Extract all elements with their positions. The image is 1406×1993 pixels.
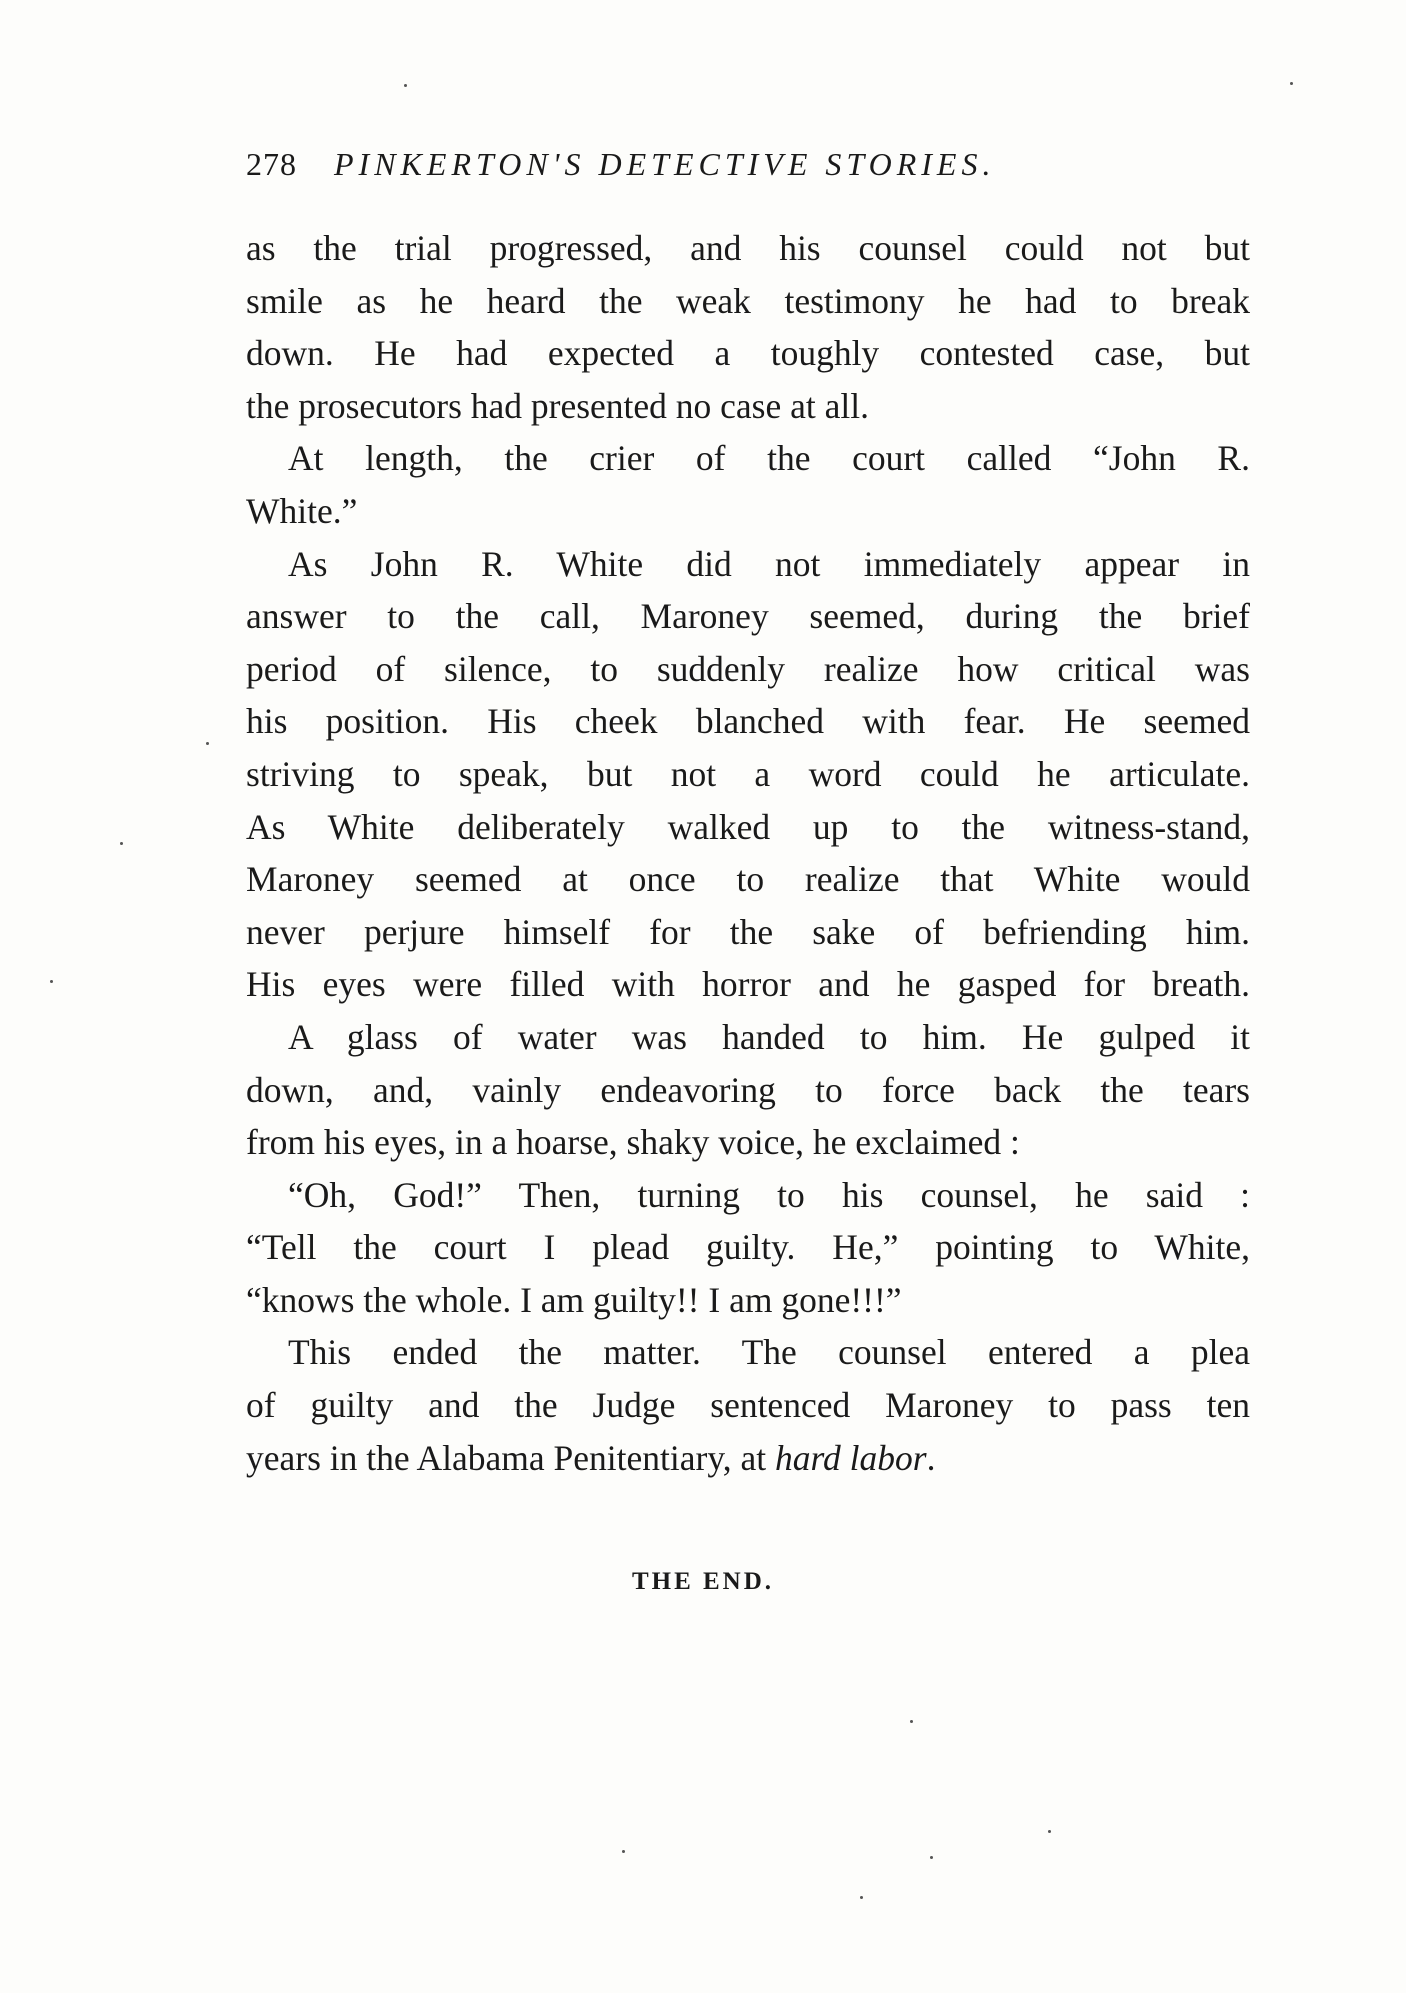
text-line: answer to the call, Maroney seemed, during the brief [246, 596, 1250, 637]
text-line: This ended the matter. The counsel entered a plea [288, 1332, 1250, 1373]
paragraph [246, 1169, 1250, 1327]
text-line: White.” [246, 490, 358, 531]
running-title: PINKERTON'S DETECTIVE STORIES. [334, 146, 996, 182]
paper-speck [860, 1896, 863, 1899]
paper-speck [50, 980, 53, 983]
text-line: never perjure himself for the sake of befriending him. [246, 911, 1250, 952]
paper-speck [622, 1850, 625, 1853]
paragraph [246, 1326, 1250, 1484]
text-line: period of silence, to suddenly realize how critical was [246, 648, 1250, 689]
text-line: as the trial progressed, and his counsel could not but [246, 228, 1250, 268]
paper-speck [1290, 82, 1293, 85]
running-head [246, 146, 1146, 190]
text-line: down, and, vainly endeavoring to force back the tears [246, 1069, 1250, 1110]
page-number: 278 [246, 146, 297, 182]
paper-speck [910, 1720, 913, 1723]
paragraph [246, 538, 1250, 1011]
text-line: his position. His cheek blanched with fear. He seemed [246, 701, 1250, 742]
text-line: Maroney seemed at once to realize that White would [246, 859, 1250, 900]
paper-speck [206, 742, 209, 745]
text-line: His eyes were filled with horror and he gasped for breath. [246, 964, 1250, 1005]
text-line: At length, the crier of the court called “John R. [288, 438, 1250, 479]
text-line: striving to speak, but not a word could he articulate. [246, 753, 1250, 794]
body-text [246, 222, 1250, 1484]
text-line: As White deliberately walked up to the witness-stand, [246, 806, 1250, 847]
paragraph [246, 222, 1250, 432]
paragraph [246, 1011, 1250, 1169]
text-line: smile as he heard the weak testimony he had to break [246, 280, 1250, 321]
text-line: “Tell the court I plead guilty. He,” pointing to White, [246, 1227, 1250, 1268]
italic-emphasis: hard labor [775, 1437, 927, 1478]
paper-speck [404, 84, 407, 87]
text-line: As John R. White did not immediately appear in [288, 543, 1250, 584]
text-line [246, 1432, 1250, 1485]
text-fragment: years in the Alabama Penitentiary, at [246, 1437, 776, 1478]
text-line: the prosecutors had presented no case at all. [246, 385, 869, 426]
text-line: down. He had expected a toughly contested case, but [246, 333, 1250, 374]
paragraph [246, 432, 1250, 537]
text-line: “knows the whole. I am guilty!! I am gone!!!” [246, 1279, 902, 1320]
text-fragment: . [926, 1437, 936, 1478]
paper-speck [1048, 1830, 1051, 1833]
text-line: of guilty and the Judge sentenced Maroney to pass ten [246, 1385, 1250, 1426]
text-line: A glass of water was handed to him. He gulped it [288, 1016, 1250, 1057]
text-line: “Oh, God!” Then, turning to his counsel, he said : [288, 1174, 1250, 1215]
paper-speck [120, 842, 123, 845]
the-end-marker: THE END. [631, 1568, 775, 1595]
text-line: from his eyes, in a hoarse, shaky voice, he exclaimed : [246, 1122, 1020, 1163]
paper-speck [930, 1856, 933, 1859]
